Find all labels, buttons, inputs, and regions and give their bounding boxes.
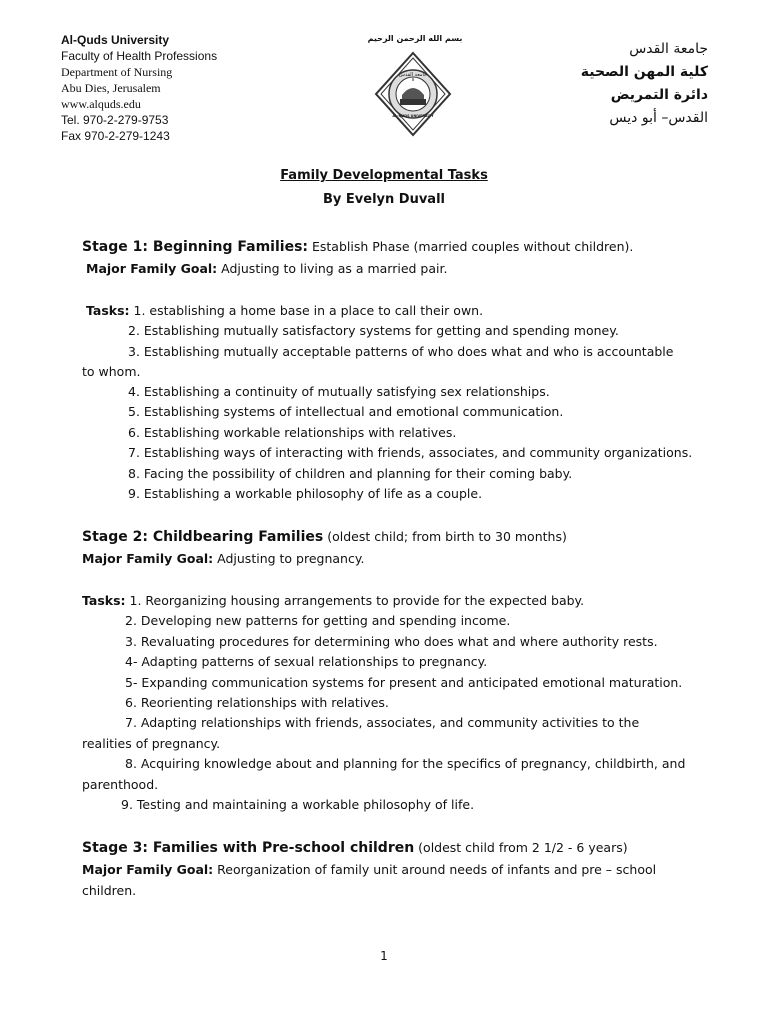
stage2-task-7: 7. Adapting relationships with friends, associates, and community activities to the	[125, 715, 640, 730]
stage1-goal-line	[86, 261, 447, 277]
stage2-goal-line	[82, 551, 364, 567]
department-name-ar: دائرة التمريض	[610, 87, 708, 103]
header-right-block	[488, 38, 708, 130]
stage1-task-3-cont: to whom.	[82, 364, 141, 379]
stage2-heading: Stage 2: Childbearing Families	[82, 529, 324, 545]
website: www.alquds.edu	[61, 97, 141, 111]
stage1-task-3: 3. Establishing mutually acceptable patterns of who does what and who is accountable	[128, 344, 674, 359]
stage1-heading-line	[82, 239, 633, 255]
document-title: Family Developmental Tasks	[280, 168, 488, 183]
stage3-subtitle: (oldest child from 2 1/2 - 6 years)	[414, 840, 628, 855]
stage3-goal-text: Reorganization of family unit around needs of infants and pre – school	[213, 862, 657, 877]
university-name-ar: جامعة القدس	[629, 41, 708, 57]
faculty-name-en: Faculty of Health Professions	[61, 49, 218, 63]
stage1-task-2: 2. Establishing mutually satisfactory systems for getting and spending money.	[128, 323, 619, 338]
stage1-subtitle: Establish Phase (married couples without children).	[308, 239, 634, 254]
stage3-goal-text-cont: children.	[82, 883, 137, 898]
stage2-task-7-cont: realities of pregnancy.	[82, 736, 221, 751]
stage2-task-9: 9. Testing and maintaining a workable philosophy of life.	[121, 797, 475, 812]
stage1-tasks-label: Tasks:	[86, 303, 130, 318]
seal-ring-text-top: جامعة القدس	[398, 72, 428, 78]
fax: Fax 970-2-279-1243	[61, 129, 170, 143]
stage2-task-4: 4- Adapting patterns of sexual relationships to pregnancy.	[125, 654, 488, 669]
university-seal-logo	[374, 51, 452, 137]
stage1-task-8: 8. Facing the possibility of children and planning for their coming baby.	[128, 466, 573, 481]
stage3-goal-label: Major Family Goal:	[82, 862, 214, 877]
stage1-goal-label: Major Family Goal:	[86, 261, 218, 276]
telephone: Tel. 970-2-279-9753	[61, 113, 169, 127]
stage1-task-line	[86, 303, 483, 319]
university-name-en: Al-Quds University	[61, 33, 170, 47]
stage2-task-8-cont: parenthood.	[82, 777, 159, 792]
stage1-heading: Stage 1: Beginning Families:	[82, 239, 309, 255]
stage3-heading-line	[82, 840, 628, 856]
department-name-en: Department of Nursing	[61, 65, 173, 79]
stage2-task-6: 6. Reorienting relationships with relatives.	[125, 695, 389, 710]
stage2-heading-line	[82, 529, 567, 545]
stage3-goal-line	[82, 862, 656, 878]
header-left-block	[61, 32, 301, 144]
stage2-task-3: 3. Revaluating procedures for determining who does what and where authority rests.	[125, 634, 658, 649]
stage1-task-9: 9. Establishing a workable philosophy of life as a couple.	[128, 486, 483, 501]
stage2-task-1: 1. Reorganizing housing arrangements to provide for the expected baby.	[125, 593, 585, 608]
stage2-task-8: 8. Acquiring knowledge about and planning for the specifics of pregnancy, childbirth, and	[125, 756, 686, 771]
stage2-goal-label: Major Family Goal:	[82, 551, 214, 566]
seal-ring-text-bottom: AL-QUDS UNIVERSITY	[392, 114, 434, 118]
stage3-heading: Stage 3: Families with Pre-school children	[82, 840, 415, 856]
location-ar: القدس– أبو ديس	[609, 110, 708, 126]
faculty-name-ar: كلية المهن الصحية	[580, 64, 708, 80]
location-en: Abu Dies, Jerusalem	[61, 81, 161, 95]
stage1-task-5: 5. Establishing systems of intellectual and emotional communication.	[128, 404, 564, 419]
stage1-task-1: 1. establishing a home base in a place to call their own.	[129, 303, 484, 318]
stage2-goal-text: Adjusting to pregnancy.	[213, 551, 365, 566]
stage2-subtitle: (oldest child; from birth to 30 months)	[323, 529, 567, 544]
stage1-task-4: 4. Establishing a continuity of mutually satisfying sex relationships.	[128, 384, 550, 399]
stage2-task-line	[82, 593, 584, 609]
stage1-task-6: 6. Establishing workable relationships with relatives.	[128, 425, 457, 440]
document-author: By Evelyn Duvall	[323, 192, 445, 207]
page-number: 1	[380, 949, 388, 963]
basmala: بسم الله الرحمن الرحيم	[367, 34, 463, 43]
stage2-task-2: 2. Developing new patterns for getting and spending income.	[125, 613, 511, 628]
stage1-goal-text: Adjusting to living as a married pair.	[217, 261, 448, 276]
stage2-tasks-label: Tasks:	[82, 593, 126, 608]
stage2-task-5: 5- Expanding communication systems for present and anticipated emotional maturation.	[125, 675, 683, 690]
stage1-task-7: 7. Establishing ways of interacting with friends, associates, and community organizations.	[128, 445, 693, 460]
